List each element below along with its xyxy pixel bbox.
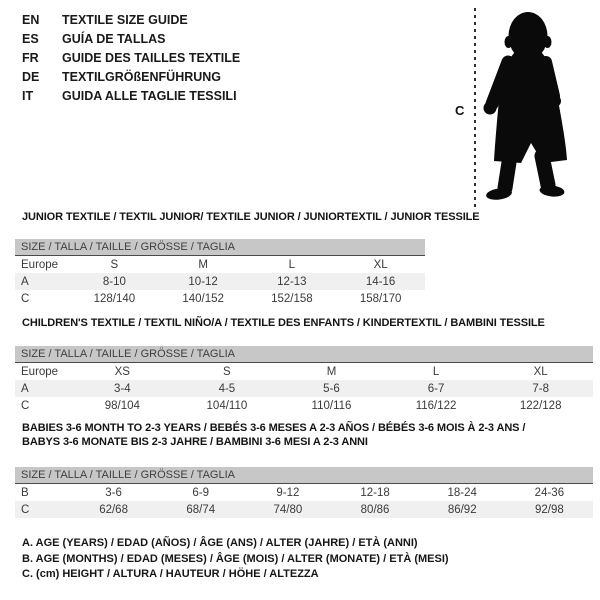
value-cell: 62/68 xyxy=(70,501,157,518)
footnote-a: A. AGE (YEARS) / EDAD (AÑOS) / ÂGE (ANS) / ALTER (JAHRE) / ETÀ (ANNI) xyxy=(22,537,418,549)
value-cell: 18-24 xyxy=(447,486,477,499)
language-row-fr xyxy=(22,48,240,67)
junior-section-title: JUNIOR TEXTILE / TEXTIL JUNIOR/ TEXTILE JUNIOR / JUNIORTEXTIL / JUNIOR TESSILE xyxy=(22,211,480,223)
value-cell: 110/116 xyxy=(311,399,352,412)
table-row-europe xyxy=(15,363,593,381)
language-code: FR xyxy=(22,50,39,65)
children-section-title: CHILDREN'S TEXTILE / TEXTIL NIÑO/A / TEXTILE DES ENFANTS / KINDERTEXTIL / BAMBINI TESSILE xyxy=(22,317,545,329)
value-cell: 10-12 xyxy=(159,273,248,290)
height-label: C xyxy=(455,103,465,118)
table-row-europe xyxy=(15,256,425,274)
value-cell: 7-8 xyxy=(488,380,593,397)
language-list xyxy=(22,10,240,105)
value-cell: 92/98 xyxy=(506,501,593,518)
babies-title-line1: BABIES 3-6 MONTH TO 2-3 YEARS / BEBÉS 3-6 MESES A 2-3 AÑOS / BÉBÉS 3-6 MOIS À 2-3 ANS / xyxy=(22,422,526,434)
footnote-legend xyxy=(22,536,449,583)
value-cell: 158/170 xyxy=(359,292,402,305)
children-size-table xyxy=(15,346,593,414)
junior-size-table xyxy=(15,239,425,307)
value-cell: 6-9 xyxy=(192,486,210,499)
value-cell: 80/86 xyxy=(331,501,418,518)
language-row-it xyxy=(22,86,240,105)
row-label: C xyxy=(21,292,30,305)
row-label: C xyxy=(15,501,70,518)
height-measure-line xyxy=(474,8,476,209)
row-label: C xyxy=(21,399,30,412)
value-cell: 14-16 xyxy=(336,273,425,290)
value-cell: 9-12 xyxy=(276,486,300,499)
value-cell: 98/104 xyxy=(104,399,140,412)
language-row-de xyxy=(22,67,240,86)
value-cell: 116/122 xyxy=(415,399,457,412)
value-cell: 12-13 xyxy=(248,273,337,290)
babies-title-line2: BABYS 3-6 MONATE BIS 2-3 JAHRE / BAMBINI 3-6 MESI A 2-3 ANNI xyxy=(22,436,368,448)
row-label: Europe xyxy=(21,365,59,378)
language-code: ES xyxy=(22,31,39,46)
babies-size-table xyxy=(15,467,593,518)
row-label: B xyxy=(21,486,29,499)
size-header-bar: SIZE / TALLA / TAILLE / GRÖSSE / TAGLIA xyxy=(15,239,425,256)
language-code: DE xyxy=(22,69,40,84)
size-cell: S xyxy=(110,258,119,271)
row-label: A xyxy=(15,380,70,397)
table-row-age xyxy=(15,273,425,290)
language-title: GUIDA ALLE TAGLIE TESSILI xyxy=(62,88,237,103)
value-cell: 68/74 xyxy=(157,501,244,518)
table-row-height xyxy=(15,397,593,414)
size-cell: XL xyxy=(533,365,548,378)
value-cell: 5-6 xyxy=(279,380,384,397)
value-cell: 8-10 xyxy=(70,273,159,290)
size-cell: M xyxy=(198,258,208,271)
value-cell: 3-6 xyxy=(105,486,122,499)
footnote-b: B. AGE (MONTHS) / EDAD (MESES) / ÂGE (MOIS) / ALTER (MONATE) / ETÀ (MESI) xyxy=(22,552,449,565)
babies-section-title xyxy=(22,421,525,449)
value-cell: 140/152 xyxy=(182,292,224,305)
language-title: TEXTILGRÖßENFÜHRUNG xyxy=(62,69,222,84)
language-title: GUIDE DES TAILLES TEXTILE xyxy=(62,50,241,65)
size-cell: L xyxy=(288,258,296,271)
table-row-height xyxy=(15,290,425,307)
value-cell: 24-36 xyxy=(534,486,565,499)
language-code: EN xyxy=(22,12,40,27)
value-cell: 12-18 xyxy=(360,486,390,499)
size-cell: S xyxy=(223,365,231,378)
baby-silhouette-icon xyxy=(482,4,588,206)
value-cell: 3-4 xyxy=(70,380,175,397)
value-cell: 74/80 xyxy=(244,501,331,518)
value-cell: 4-5 xyxy=(175,380,280,397)
language-title: GUÍA DE TALLAS xyxy=(62,31,166,46)
language-row-es xyxy=(22,29,240,48)
size-cell: M xyxy=(326,365,337,378)
size-cell: L xyxy=(432,365,440,378)
value-cell: 104/110 xyxy=(206,399,248,412)
language-code: IT xyxy=(22,88,34,103)
language-row-en xyxy=(22,10,240,29)
value-cell: 6-7 xyxy=(384,380,489,397)
size-cell: XL xyxy=(373,258,388,271)
row-label: Europe xyxy=(21,258,59,271)
size-header-bar: SIZE / TALLA / TAILLE / GRÖSSE / TAGLIA xyxy=(15,467,593,484)
size-cell: XS xyxy=(114,365,130,378)
footnote-c: C. (cm) HEIGHT / ALTURA / HAUTEUR / HÖHE / ALTEZZA xyxy=(22,568,319,580)
value-cell: 152/158 xyxy=(271,292,313,305)
row-label: A xyxy=(15,273,70,290)
table-row-height xyxy=(15,501,593,518)
language-title: TEXTILE SIZE GUIDE xyxy=(62,12,188,27)
size-header-bar: SIZE / TALLA / TAILLE / GRÖSSE / TAGLIA xyxy=(15,346,593,363)
value-cell: 122/128 xyxy=(519,399,562,412)
table-row-age-months xyxy=(15,484,593,502)
value-cell: 128/140 xyxy=(93,292,136,305)
value-cell: 86/92 xyxy=(419,501,506,518)
table-row-age xyxy=(15,380,593,397)
